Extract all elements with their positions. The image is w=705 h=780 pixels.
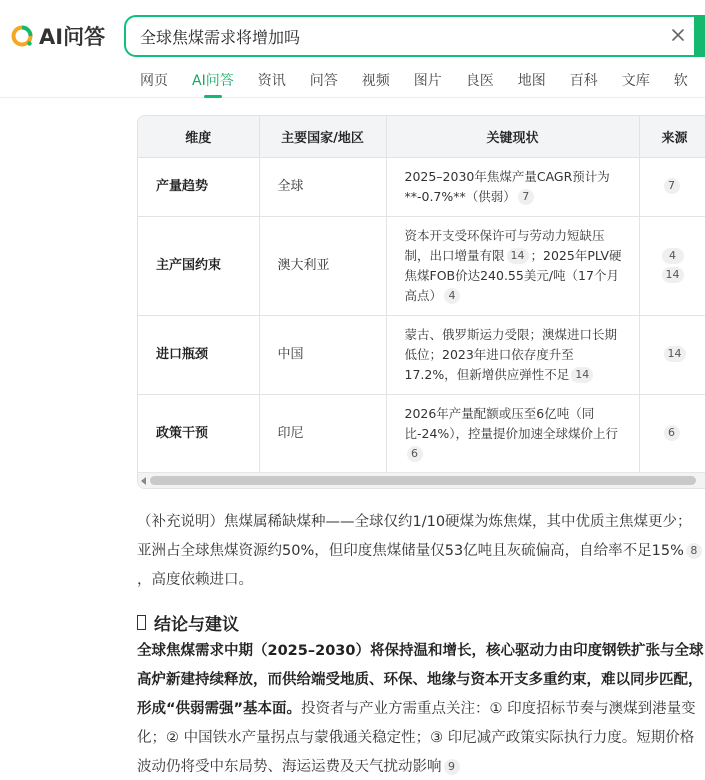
conclusion-paragraph [137,637,705,780]
tab-baike[interactable]: 百科 [569,73,598,89]
horizontal-scrollbar[interactable] [138,472,705,488]
citation-badge[interactable]: 9 [444,759,460,775]
citation-badge[interactable]: 7 [518,189,534,205]
tab-doctor[interactable]: 良医 [465,73,494,89]
table-cell-status [386,394,639,473]
citation-badge[interactable]: 14 [662,267,684,283]
table-cell-source [639,315,705,394]
table-cell-dimension: 进口瓶颈 [138,315,259,394]
status-text: 2026年产量配额或压至6亿吨（同比-24%），控量提价加速全球煤价上行 [404,405,619,441]
status-text: 蒙古、俄罗斯运力受限；澳煤进口长期低位；2023年进口依存度升至17.2%，但新增供应弹性不足 [404,326,618,382]
ai-logo-icon [10,24,34,48]
search-button[interactable] [694,15,705,57]
citation-badge[interactable]: 14 [507,248,529,264]
table-cell-region: 澳大利亚 [259,216,386,315]
table-cell-region: 全球 [259,157,386,216]
status-text: ；2025年PLV硬焦煤FOB价达240.55美元/吨（17个月高点） [404,247,622,303]
citation-badge[interactable]: 14 [571,367,593,383]
heading-icon [137,615,146,630]
section-title-text: 结论与建议 [154,615,239,635]
scroll-left-arrow-icon[interactable] [141,477,146,485]
citation-badge[interactable]: 8 [686,543,702,559]
tab-news[interactable]: 资讯 [257,73,286,89]
table-cell-status [386,157,639,216]
summary-table [137,115,705,489]
note-tail: ，高度依赖进口。 [137,572,253,588]
tab-ai-qa[interactable]: AI问答 [192,70,234,98]
citation-badge[interactable]: 6 [664,425,680,441]
column-header: 关键现状 [386,116,639,157]
table-cell-source [639,394,705,473]
column-header: 来源 [639,116,705,157]
top-header [0,0,705,98]
table-row [138,216,705,315]
table-cell-region: 中国 [259,315,386,394]
table-cell-region: 印尼 [259,394,386,473]
tab-web[interactable]: 网页 [140,73,168,89]
citation-badge[interactable]: 4 [444,288,460,304]
table-row [138,315,705,394]
table-header-row [138,116,705,157]
conclusion-bold-text: 全球焦煤需求中期（2025–2030）将保持温和增长，核心驱动力由印度钢铁扩张与全球高炉新建持续释放，而供给端受地质、环保、地缘与资本开支多重约束，难以同步匹配，形成“供弱需强”基本面。 [137,643,704,717]
table-cell-source [639,157,705,216]
status-text: 资本开支受环保许可与劳动力短缺压制，出口增量有限 [404,227,605,263]
search-box [124,15,705,57]
table-cell-dimension: 产量趋势 [138,157,259,216]
tab-video[interactable]: 视频 [361,73,390,89]
table-cell-status [386,315,639,394]
tab-wenku[interactable]: 文库 [621,73,650,89]
table-row [138,157,705,216]
column-header: 主要国家/地区 [259,116,386,157]
tab-images[interactable]: 图片 [413,73,442,89]
search-input[interactable] [140,17,640,55]
note-text: （补充说明）焦煤属稀缺煤种——全球仅约1/10硬煤为炼焦煤，其中优质主焦煤更少；亚洲占全球焦煤资源约50%，但印度焦煤储量仅53亿吨且灰硫偏高，自给率不足15% [137,514,692,559]
citation-badge[interactable]: 7 [664,178,680,194]
citation-badge[interactable]: 4 [662,248,684,264]
nav-tabs [140,70,705,98]
table-cell-dimension: 主产国约束 [138,216,259,315]
section-heading [137,610,239,635]
table-cell-source [639,216,705,315]
scroll-thumb[interactable] [150,476,696,485]
table-cell-status [386,216,639,315]
table-row [138,394,705,473]
logo-text: AI问答 [39,25,106,49]
status-text: 2025–2030年焦煤产量CAGR预计为**-0.7%**（供弱） [404,168,610,204]
conclusion-text: 投资者与产业方需重点关注：① 印度招标节奏与澳煤到港量变化；② 中国铁水产量拐点与蒙俄通关稳定性；③ 印尼减产政策实际执行力度。短期价格波动仍将受中东局势、海运运费及天气扰动影响 [137,701,696,775]
logo[interactable] [10,21,105,51]
table-cell-dimension: 政策干预 [138,394,259,473]
tab-map[interactable]: 地图 [517,73,546,89]
close-icon[interactable] [670,27,686,43]
tab-software[interactable]: 软 [673,73,688,89]
column-header: 维度 [138,116,259,157]
citation-badge[interactable]: 6 [407,446,423,462]
tab-qa[interactable]: 问答 [309,73,338,89]
supplementary-note [137,508,705,595]
citation-badge[interactable]: 14 [664,346,686,362]
